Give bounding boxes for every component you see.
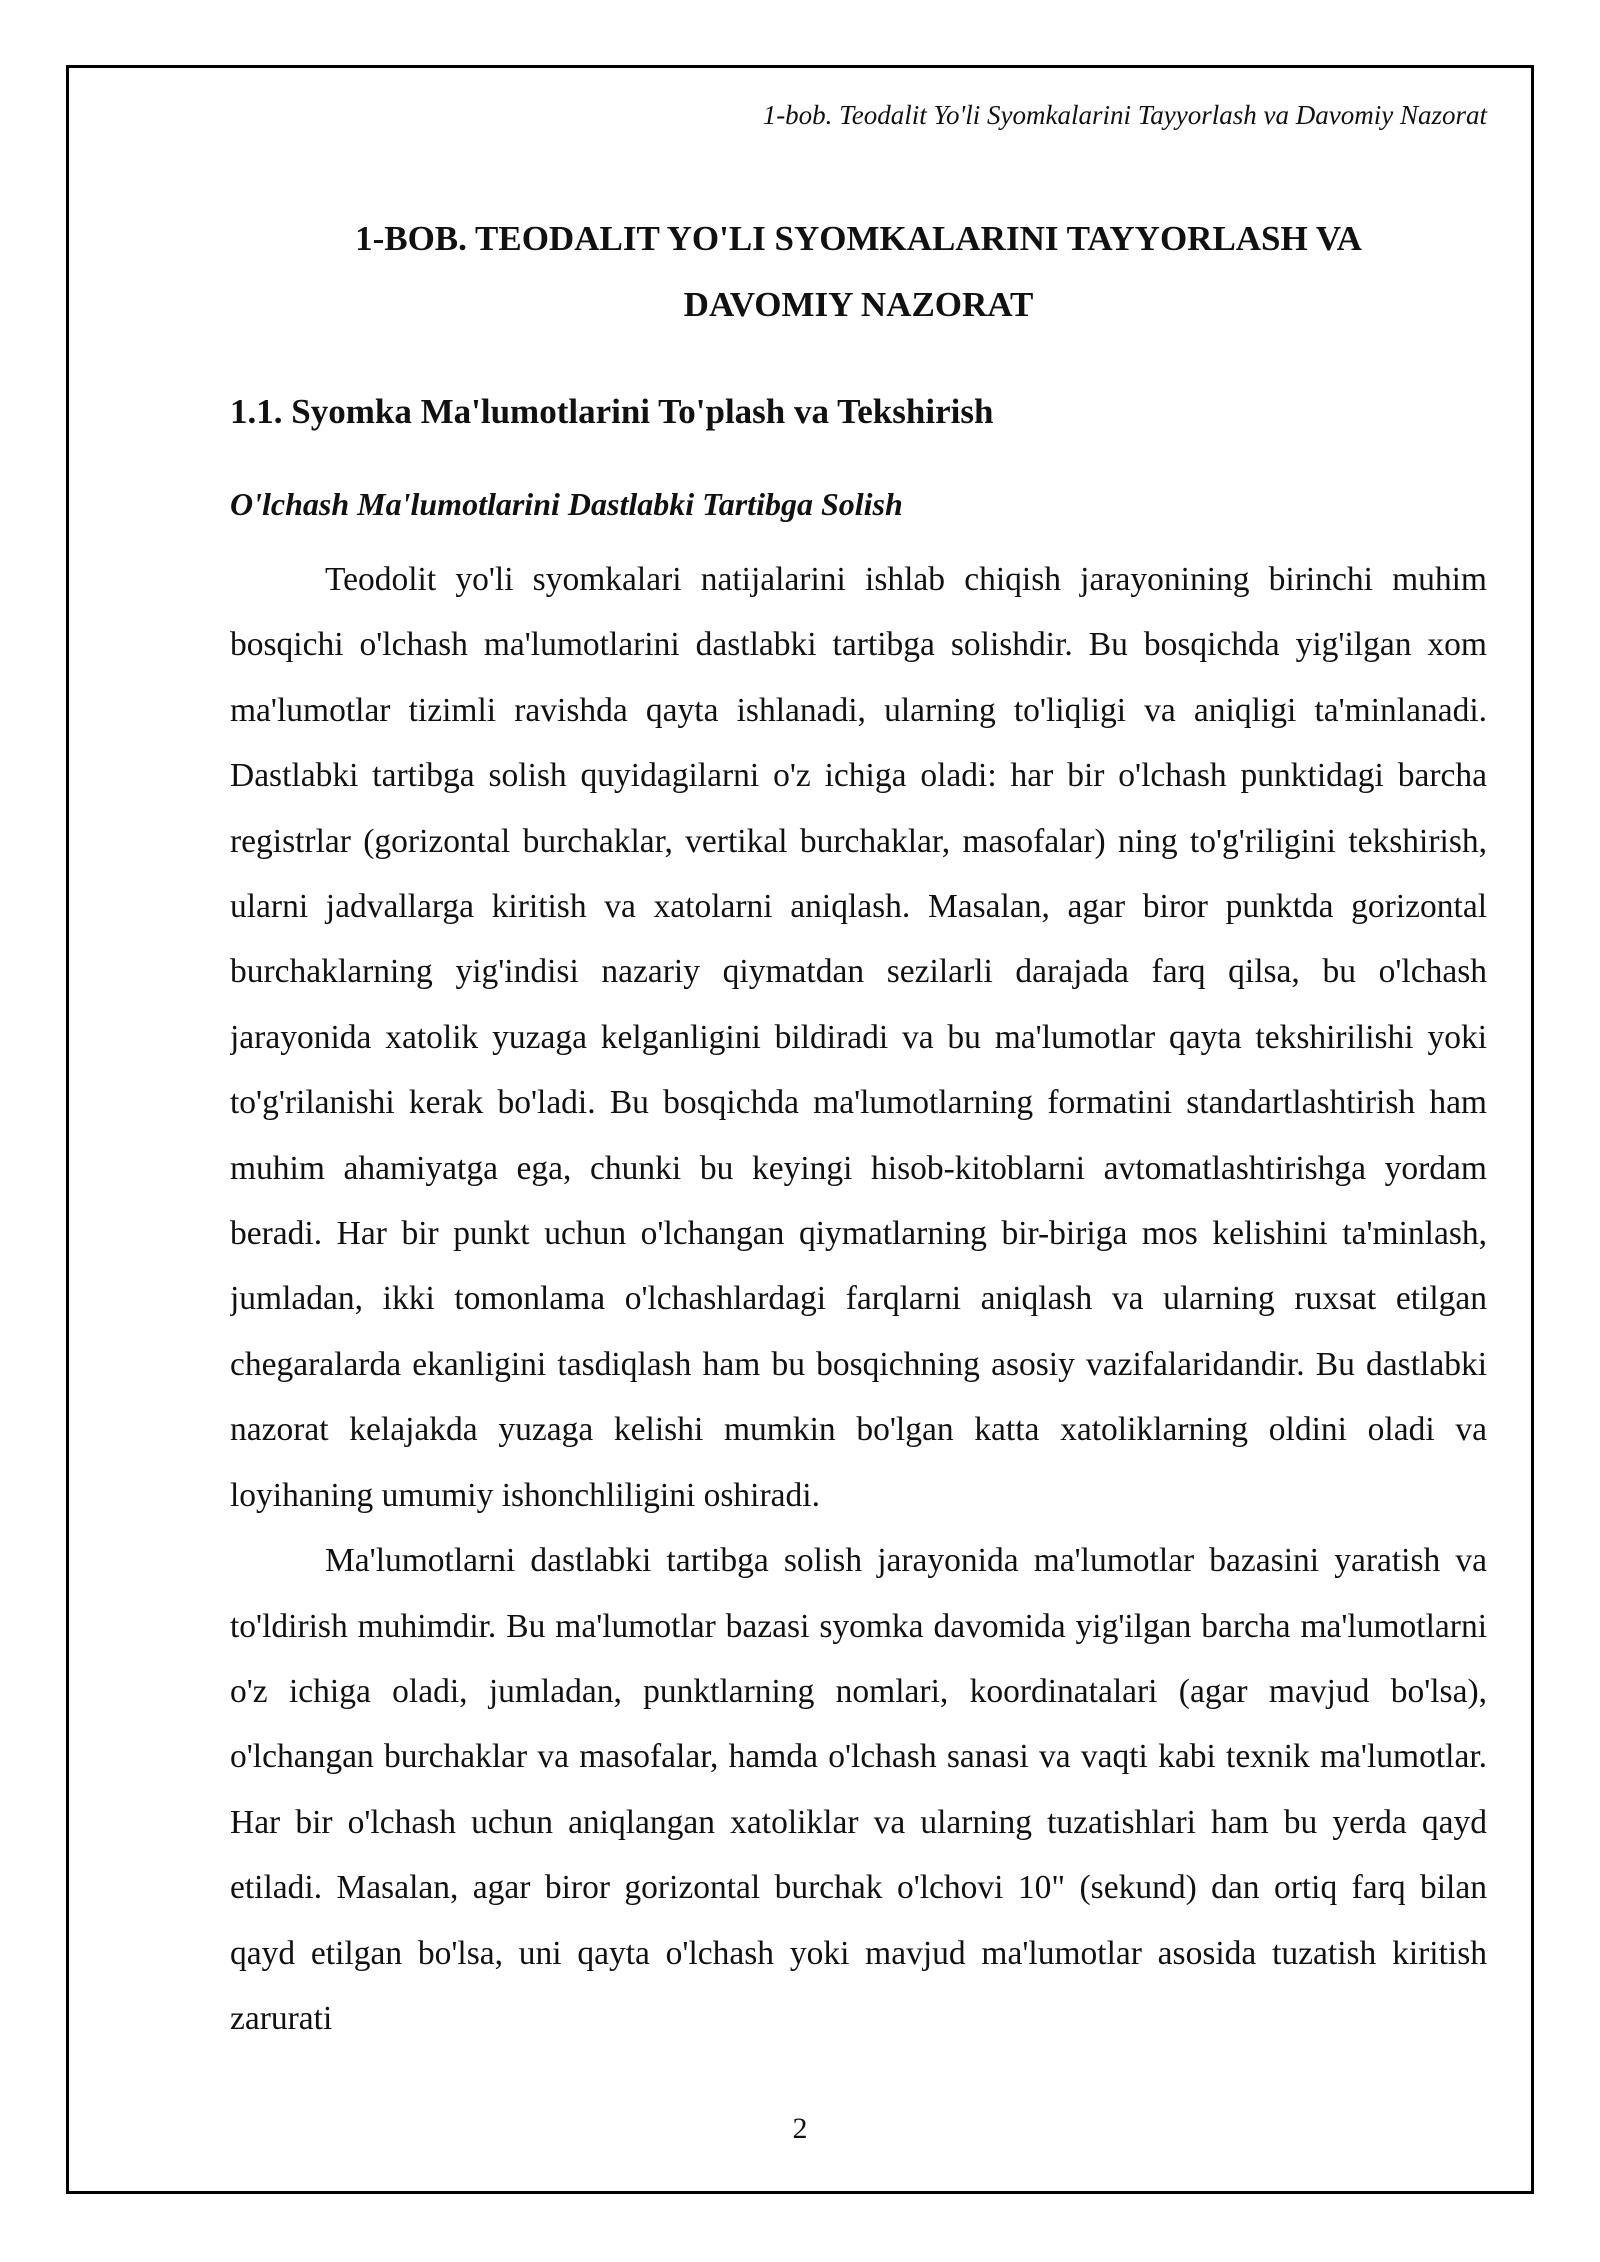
chapter-title-line-1: 1-BOB. TEODALIT YO'LI SYOMKALARINI TAYYORLASH VA (355, 219, 1362, 258)
body-text (230, 547, 1487, 2112)
page-number: 2 (792, 2112, 808, 2145)
running-header: 1-bob. Teodalit Yo'li Syomkalarini Tayyorlash va Davomiy Nazorat (762, 100, 1487, 130)
paragraph-2: Ma'lumotlarni dastlabki tartibga solish jarayonida ma'lumotlar bazasini yaratish va to'ldirish muhimdir. Bu ma'lumotlar bazasi syomka davomida yig'ilgan barcha ma'lumotlarni o'z ichiga oladi, jumladan, punktlarning nomlari, koordinatalari (agar mavjud bo'lsa), o'lchangan burchaklar va masofalar, hamda o'lchash sanasi va vaqti kabi texnik ma'lumotlar. Har bir o'lchash uchun aniqlangan xatoliklar va ularning tuzatishlari ham bu yerda qayd etiladi. Masalan, agar biror gorizontal burchak o'lchovi 10" (sekund) dan ortiq farq bilan qayd etilgan bo'lsa, uni qayta o'lchash yoki mavjud ma'lumotlar asosida tuzatish kiritish zarurati (230, 1542, 1487, 2037)
paragraph-1: Teodolit yo'li syomkalari natijalarini ishlab chiqish jarayonining birinchi muhim bosqichi o'lchash ma'lumotlarini dastlabki tartibga solishdir. Bu bosqichda yig'ilgan xom ma'lumotlar tizimli ravishda qayta ishlanadi, ularning to'liqligi va aniqligi ta'minlanadi. Dastlabki tartibga solish quyidagilarni o'z ichiga oladi: har bir o'lchash punktidagi barcha registrlar (gorizontal burchaklar, vertikal burchaklar, masofalar) ning to'g'riligini tekshirish, ularni jadvallarga kiritish va xatolarni aniqlash. Masalan, agar biror punktda gorizontal burchaklarning yig'indisi nazariy qiymatdan sezilarli darajada farq qilsa, bu o'lchash jarayonida xatolik yuzaga kelganligini bildiradi va bu ma'lumotlar qayta tekshirilishi yoki to'g'rilanishi kerak bo'ladi. Bu bosqichda ma'lumotlarning formatini standartlashtirish ham muhim ahamiyatga ega, chunki bu keyingi hisob-kitoblarni avtomatlashtirishga yordam beradi. Har bir punkt uchun o'lchangan qiymatlarning bir-biriga mos kelishini ta'minlash, jumladan, ikki tomonlama o'lchashlardagi farqlarni aniqlash va ularning ruxsat etilgan chegaralarda ekanligini tasdiqlash ham bu bosqichning asosiy vazifalaridandir. Bu dastlabki nazorat kelajakda yuzaga kelishi mumkin bo'lgan katta xatoliklarning oldini oladi va loyihaning umumiy ishonchliligini oshiradi. (230, 561, 1487, 1514)
chapter-title (230, 206, 1487, 338)
chapter-title-line-2: DAVOMIY NAZORAT (683, 285, 1034, 324)
subsection-title: O'lchash Ma'lumotlarini Dastlabki Tartibga Solish (230, 486, 903, 522)
section-title: 1.1. Syomka Ma'lumotlarini To'plash va Tekshirish (230, 392, 994, 431)
